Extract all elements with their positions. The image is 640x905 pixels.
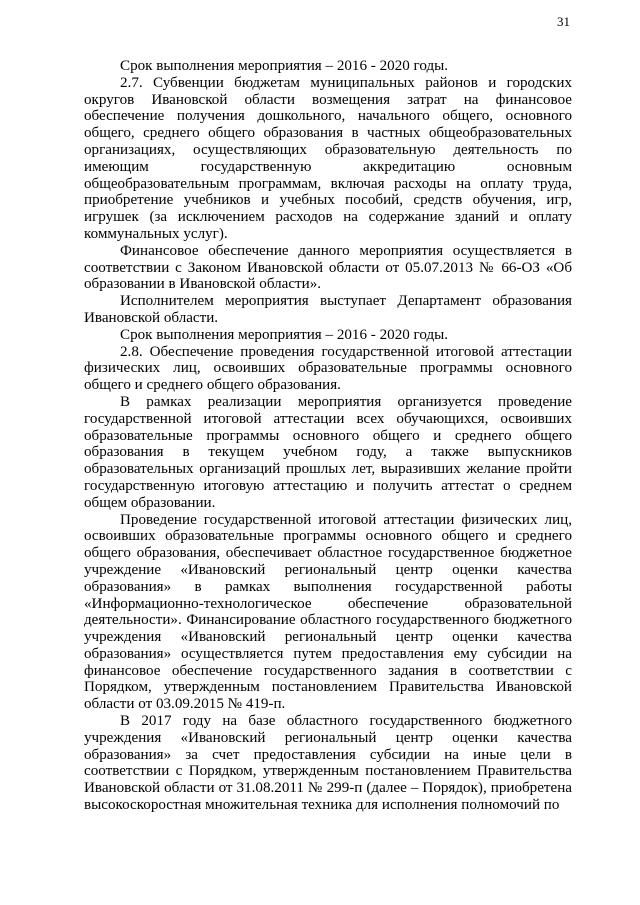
- paragraph-deadline-1: Срок выполнения мероприятия – 2016 - 2020 годы.: [120, 58, 449, 74]
- paragraph-2017-equipment: В 2017 году на базе областного государственного бюджетного учреждения «Ивановский региональный центр оценки качества образования» за счет предоставления субсидии на иные цели в соответствии с Порядком, утвержденным постановлением Правительства Ивановской области от 31.08.2011 № 299-п (далее – Порядок), приобретена высокоскоростная множительная техника для исполнения полномочий по: [84, 713, 572, 814]
- paragraph-executor-2-7: Исполнителем мероприятия выступает Департамент образования Ивановской области.: [84, 293, 572, 326]
- paragraph-financing-2-7: Финансовое обеспечение данного мероприятия осуществляется в соответствии с Законом Ивановской области от 05.07.2013 № 66-ОЗ «Об образовании в Ивановской области».: [84, 242, 572, 293]
- paragraph-attestation-provider: Проведение государственной итоговой аттестации физических лиц, освоивших образовательные программы основного общего и среднего общего образования, обеспечивает областное государственное бюджетное учреждение «Ивановский региональный центр оценки качества образования» в рамках выполнения государственной работы «Информационно-технологическое обеспечение образовательной деятельности». Финансирование областного государственного бюджетного учреждения «Ивановский региональный центр оценки качества образования» осуществляется путем предоставления ему субсидии на финансовое обеспечение государственного задания в соответствии с Порядком, утвержденным постановлением Правительства Ивановской области от 03.09.2015 № 419-п.: [84, 511, 572, 713]
- paragraph-item-2-8: 2.8. Обеспечение проведения государственной итоговой аттестации физических лиц, освоивших образовательные программы основного общего и среднего общего образования.: [84, 343, 572, 394]
- page-number: 31: [557, 14, 570, 29]
- paragraph-item-2-7: 2.7. Субвенции бюджетам муниципальных районов и городских округов Ивановской области возмещения затрат на финансовое обеспечение получения дошкольного, начального общего, основного общего, среднего общего образования в частных общеобразовательных организациях, осуществляющих образовательную деятельность по имеющим государственную аккредитацию основным общеобразовательным программам, включая расходы на оплату труда, приобретение учебников и учебных пособий, средств обучения, игр, игрушек (за исключением расходов на содержание зданий и оплату коммунальных услуг).: [84, 74, 572, 242]
- document-body: [84, 58, 572, 814]
- paragraph-deadline-2: Срок выполнения мероприятия – 2016 - 2020 годы.: [120, 326, 449, 343]
- paragraph-attestation-scope: В рамках реализации мероприятия организуется проведение государственной итоговой аттестации всех обучающихся, освоивших образовательные программы основного общего и среднего общего образования в текущем учебном году, а также выпускников образовательных организаций прошлых лет, выразивших желание пройти государственную итоговую аттестацию и получить аттестат о среднем общем образовании.: [84, 393, 572, 511]
